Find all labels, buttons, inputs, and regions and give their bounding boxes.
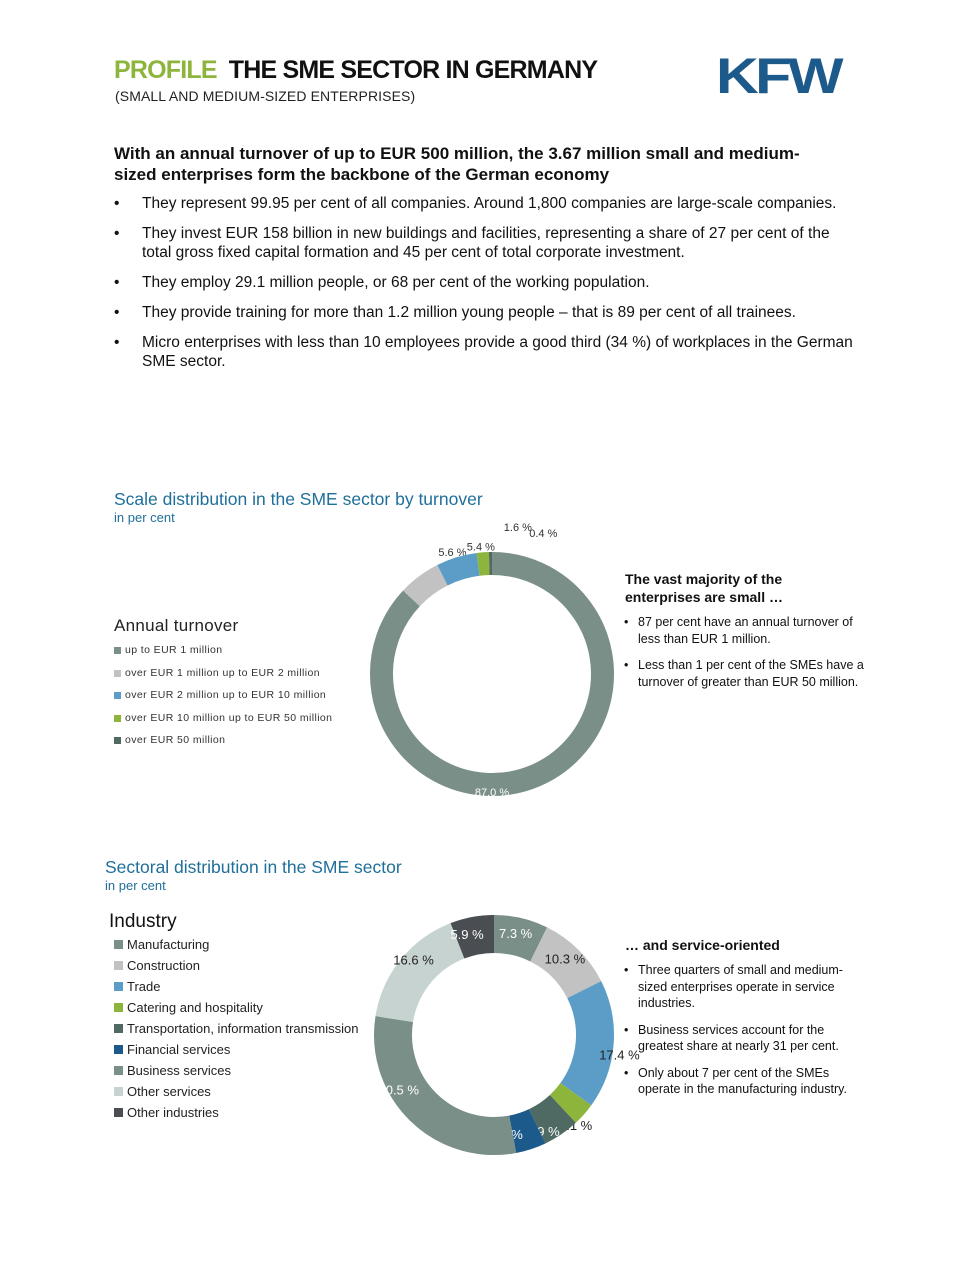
donut-segment-business-services <box>393 1019 513 1136</box>
legend-item-construction <box>114 958 358 979</box>
legend-swatch <box>114 1066 123 1075</box>
list-item: • They invest EUR 158 billion in new buildings and facilities, representing a share of 27 per cent of the total gross fixed capital formation and 45 per cent of total corporate investment. <box>114 224 854 262</box>
legend-label: over EUR 50 million <box>125 734 226 746</box>
legend-swatch <box>114 715 121 722</box>
sector-donut-chart <box>360 905 640 1165</box>
list-item: • Only about 7 per cent of the SMEs operate in the manufacturing industry. <box>624 1065 864 1098</box>
legend-item-manufacturing <box>114 937 358 958</box>
list-item: • Micro enterprises with less than 10 employees provide a good third (34 %) of workplaces in the German SME sector. <box>114 333 854 371</box>
turnover-side-list <box>624 614 864 700</box>
turnover-legend <box>114 644 332 757</box>
data-label-manufacturing: 7.3 % <box>498 925 533 941</box>
legend-item-other-services <box>114 1084 358 1105</box>
list-item: • 87 per cent have an annual turnover of less than EUR 1 million. <box>624 614 864 647</box>
legend-label: Catering and hospitality <box>127 1000 263 1015</box>
legend-swatch <box>114 670 121 677</box>
donut-segment-trade <box>576 990 595 1095</box>
intro-headline: With an annual turnover of up to EUR 500 million, the 3.67 million small and medium-sized enterprises form the backbone of the German economy <box>114 144 800 184</box>
legend-label: Transportation, information transmission <box>127 1021 359 1036</box>
legend-item-over-eur-2-million-up-to-eur-10-million <box>114 689 332 712</box>
list-item: • Three quarters of small and medium-sized enterprises operate in service industries. <box>624 962 864 1012</box>
title-text: THE SME SECTOR IN GERMANY <box>228 56 598 84</box>
turnover-side-title: The vast majority of the enterprises are small … <box>625 571 783 605</box>
data-label-over-eur-1-million-up-to-eur-2-million: 5.6 % <box>438 547 467 560</box>
turnover-chart-title: Scale distribution in the SME sector by turnover <box>114 489 483 509</box>
data-label-trade: 17.4 % <box>599 1047 640 1063</box>
data-label-construction: 10.3 % <box>544 951 586 967</box>
kfw-logo <box>716 48 845 104</box>
sector-side-title: … and service-oriented <box>625 937 780 953</box>
donut-segment-catering-and-hospitality <box>563 1094 576 1109</box>
legend-swatch <box>114 1108 123 1117</box>
data-label-other-services: 16.6 % <box>393 952 434 968</box>
legend-item-catering-and-hospitality <box>114 1000 358 1021</box>
legend-item-business-services <box>114 1063 358 1084</box>
turnover-chart-subtitle: in per cent <box>114 510 175 525</box>
legend-swatch <box>114 1024 123 1033</box>
profile-label: PROFILE <box>114 56 217 84</box>
page-subtitle: (SMALL AND MEDIUM-SIZED ENTERPRISES) <box>115 88 416 104</box>
list-item: • They employ 29.1 million people, or 68 per cent of the working population. <box>114 273 854 292</box>
legend-label: Manufacturing <box>127 937 210 952</box>
legend-label: Construction <box>127 958 200 973</box>
logo-text: KFW <box>716 48 845 104</box>
legend-item-over-eur-50-million <box>114 734 332 757</box>
legend-swatch <box>114 692 121 699</box>
list-item: • Less than 1 per cent of the SMEs have a turnover of greater than EUR 50 million. <box>624 657 864 690</box>
data-label-over-eur-10-million-up-to-eur-50-million: 1.6 % <box>503 522 532 535</box>
data-label-other-industries: 5.9 % <box>450 927 484 943</box>
data-label-transportation-information-transmission: 4.9 % <box>526 1123 560 1139</box>
data-label-over-eur-2-million-up-to-eur-10-million: 5.4 % <box>466 541 495 554</box>
legend-label: over EUR 10 million up to EUR 50 million <box>125 711 333 724</box>
sector-legend-title: Industry <box>109 911 177 932</box>
legend-swatch <box>114 1045 123 1054</box>
sector-chart-title: Sectoral distribution in the SME sector <box>105 857 402 877</box>
legend-item-other-industries <box>114 1105 358 1126</box>
page-title <box>114 56 597 85</box>
legend-label: over EUR 2 million up to EUR 10 million <box>125 689 327 701</box>
legend-item-transportation-information-transmission <box>114 1021 358 1042</box>
legend-label: Other industries <box>127 1105 219 1120</box>
legend-swatch <box>114 647 121 654</box>
legend-swatch <box>114 982 123 991</box>
list-item: • Business services account for the greatest share at nearly 31 per cent. <box>624 1022 864 1055</box>
donut-segment-over-eur-10-million-up-to-eur-50-million <box>478 564 489 565</box>
sector-legend <box>114 937 358 1126</box>
legend-label: up to EUR 1 million <box>125 644 223 656</box>
data-label-up-to-eur-1-million: 87.0 % <box>474 786 510 799</box>
legend-label: Business services <box>127 1063 232 1078</box>
legend-item-up-to-eur-1-million <box>114 644 332 667</box>
data-label-catering-and-hospitality: 3.1 % <box>559 1118 593 1134</box>
legend-swatch <box>114 940 123 949</box>
legend-label: Financial services <box>127 1042 231 1057</box>
sector-chart-subtitle: in per cent <box>105 878 166 893</box>
donut-segment-over-eur-2-million-up-to-eur-10-million <box>442 564 478 575</box>
turnover-legend-title: Annual turnover <box>114 616 239 635</box>
legend-item-over-eur-10-million-up-to-eur-50-million <box>114 712 332 735</box>
list-item: • They provide training for more than 1.2 million young people – that is 89 per cent of all trainees. <box>114 303 854 322</box>
legend-item-trade <box>114 979 358 1000</box>
legend-swatch <box>114 1087 123 1096</box>
legend-item-over-eur-1-million-up-to-eur-2-million <box>114 667 332 690</box>
legend-label: Other services <box>127 1084 211 1099</box>
legend-item-financial-services <box>114 1042 358 1063</box>
intro-bullet-list <box>114 194 854 382</box>
turnover-donut-chart <box>340 522 640 805</box>
legend-label: over EUR 1 million up to EUR 2 million <box>125 666 320 679</box>
legend-label: Trade <box>127 979 161 994</box>
data-label-business-services: 30.5 % <box>378 1082 419 1098</box>
legend-swatch <box>114 737 121 744</box>
legend-swatch <box>114 1003 123 1012</box>
data-label-financial-services: 4.1 % <box>489 1126 523 1142</box>
list-item: • They represent 99.95 per cent of all companies. Around 1,800 companies are large-scale companies. <box>114 194 854 213</box>
data-label-over-eur-50-million: 0.4 % <box>529 527 558 540</box>
sector-side-list <box>624 962 864 1108</box>
donut-segment-over-eur-1-million-up-to-eur-2-million <box>411 575 442 598</box>
legend-swatch <box>114 961 123 970</box>
